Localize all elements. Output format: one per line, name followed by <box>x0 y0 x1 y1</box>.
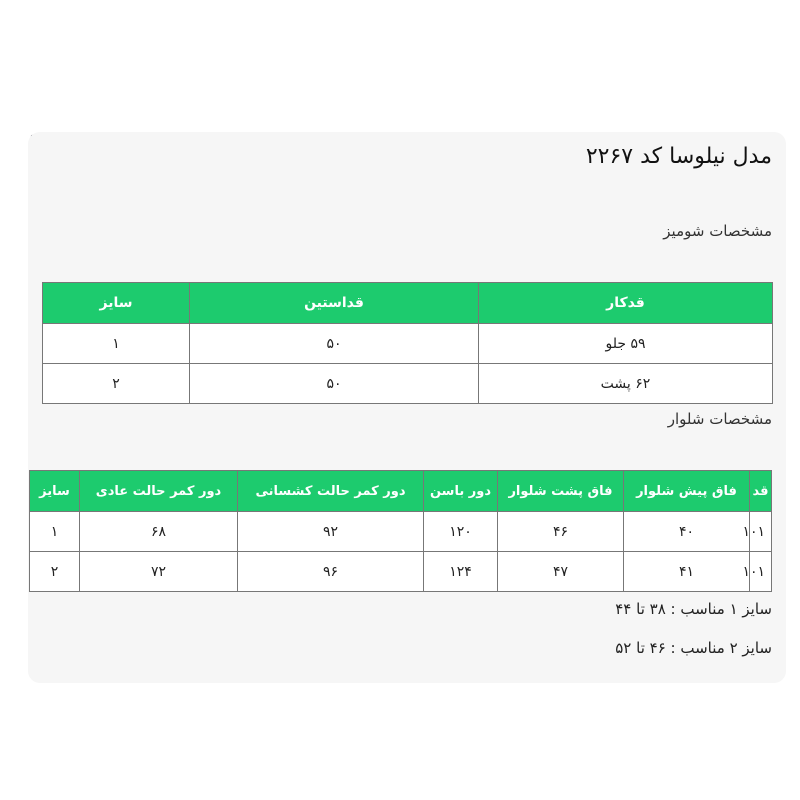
header-sleeve-length: قداستین <box>190 283 479 324</box>
header-size: سایز <box>30 471 80 512</box>
table-cell: ۱ <box>30 512 80 552</box>
table-cell: ۵۰ <box>190 324 479 364</box>
header-back-rise: فاق پشت شلوار <box>498 471 624 512</box>
table-cell: ۱۲۰ <box>424 512 498 552</box>
table-cell: ۱۰۱ <box>750 552 772 592</box>
table-cell: ۴۶ <box>498 512 624 552</box>
table-cell: ۵۹ جلو <box>479 324 773 364</box>
table-row <box>43 324 773 364</box>
table-cell: ۴۷ <box>498 552 624 592</box>
pants-size-table <box>29 470 772 592</box>
table-cell: ۶۲ پشت <box>479 364 773 404</box>
table-row <box>43 364 773 404</box>
top-section-label: مشخصات شومیز <box>663 222 772 240</box>
table-row <box>30 512 772 552</box>
header-length: قدکار <box>479 283 773 324</box>
table-cell: ۹۶ <box>238 552 424 592</box>
modal-title: مدل نیلوسا کد ۲۲۶۷ <box>585 144 772 169</box>
table-cell: ۴۰ <box>624 512 750 552</box>
header-hip: دور باسن <box>424 471 498 512</box>
table-cell: ۹۲ <box>238 512 424 552</box>
table-row <box>30 552 772 592</box>
pants-section-label: مشخصات شلوار <box>667 410 772 428</box>
header-front-rise: فاق پیش شلوار <box>624 471 750 512</box>
table-cell: ۶۸ <box>80 512 238 552</box>
header-waist-stretched: دور کمر حالت کشسانی <box>238 471 424 512</box>
header-size: سایز <box>43 283 190 324</box>
table-cell: ۱ <box>43 324 190 364</box>
header-waist-normal: دور کمر حالت عادی <box>80 471 238 512</box>
table-cell: ۱۲۴ <box>424 552 498 592</box>
table-cell: ۲ <box>43 364 190 404</box>
header-length: قد <box>750 471 772 512</box>
table-cell: ۷۲ <box>80 552 238 592</box>
size-note-1: سایز ۱ مناسب : ۳۸ تا ۴۴ <box>615 600 772 618</box>
table-cell: ۵۰ <box>190 364 479 404</box>
size-note-2: سایز ۲ مناسب : ۴۶ تا ۵۲ <box>615 639 772 657</box>
table-cell: ۲ <box>30 552 80 592</box>
top-size-table <box>42 282 773 404</box>
table-cell: ۴۱ <box>624 552 750 592</box>
table-header-row <box>30 471 772 512</box>
table-cell: ۱۰۱ <box>750 512 772 552</box>
size-guide-modal <box>28 132 786 683</box>
table-header-row <box>43 283 773 324</box>
